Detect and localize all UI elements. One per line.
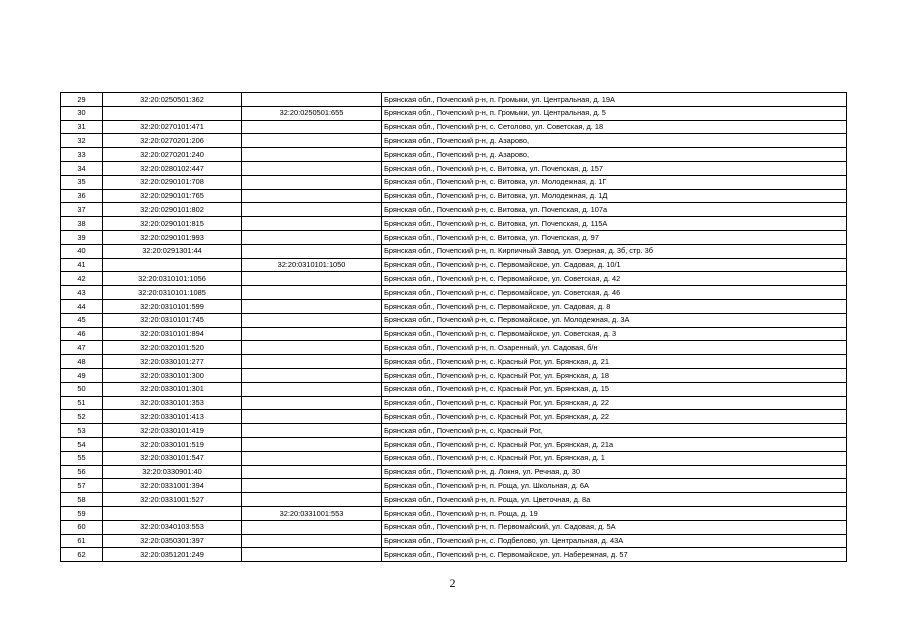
table-row [61, 479, 847, 493]
cadastral-number-cell: 32:20:0310101:1085 [103, 286, 242, 300]
row-number-cell: 46 [61, 327, 103, 341]
address-cell: Брянская обл., Почепский р-н, д. Азарово, [382, 134, 847, 148]
table-row [61, 258, 847, 272]
address-cell: Брянская обл., Почепский р-н, п. Роща, д. 19 [382, 506, 847, 520]
cadastral-number-cell: 32:20:0280102:447 [103, 161, 242, 175]
cadastral-number-cell: 32:20:0291301:44 [103, 244, 242, 258]
cadastral-number-alt-cell [242, 368, 382, 382]
cadastral-number-alt-cell [242, 534, 382, 548]
address-cell: Брянская обл., Почепский р-н, п. Первомайский, ул. Садовая, д. 5А [382, 520, 847, 534]
cadastral-number-alt-cell: 32:20:0331001:553 [242, 506, 382, 520]
cadastral-number-alt-cell [242, 382, 382, 396]
cadastral-number-cell: 32:20:0330101:413 [103, 410, 242, 424]
address-cell: Брянская обл., Почепский р-н, с. Красный Рог, ул. Брянская, д. 21 [382, 355, 847, 369]
row-number-cell: 42 [61, 272, 103, 286]
address-cell: Брянская обл., Почепский р-н, с. Витовка, ул. Почепская, д. 97 [382, 230, 847, 244]
address-cell: Брянская обл., Почепский р-н, с. Первомайское, ул. Советская, д. 42 [382, 272, 847, 286]
row-number-cell: 61 [61, 534, 103, 548]
cadastral-number-cell: 32:20:0270201:206 [103, 134, 242, 148]
row-number-cell: 47 [61, 341, 103, 355]
table-body [61, 93, 847, 562]
cadastral-number-cell: 32:20:0330901:40 [103, 465, 242, 479]
table-row [61, 134, 847, 148]
table-row [61, 203, 847, 217]
row-number-cell: 62 [61, 548, 103, 562]
row-number-cell: 35 [61, 175, 103, 189]
table-row [61, 299, 847, 313]
cadastral-number-alt-cell [242, 244, 382, 258]
row-number-cell: 50 [61, 382, 103, 396]
table-row [61, 286, 847, 300]
address-cell: Брянская обл., Почепский р-н, п. Громыки, ул. Центральная, д. 5 [382, 106, 847, 120]
row-number-cell: 44 [61, 299, 103, 313]
cadastral-number-cell: 32:20:0270101:471 [103, 120, 242, 134]
row-number-cell: 57 [61, 479, 103, 493]
row-number-cell: 41 [61, 258, 103, 272]
address-cell: Брянская обл., Почепский р-н, с. Первомайское, ул. Набережная, д. 57 [382, 548, 847, 562]
cadastral-number-alt-cell [242, 175, 382, 189]
cadastral-number-alt-cell [242, 134, 382, 148]
row-number-cell: 56 [61, 465, 103, 479]
cadastral-number-alt-cell [242, 493, 382, 507]
address-cell: Брянская обл., Почепский р-н, с. Первомайское, ул. Советская, д. 3 [382, 327, 847, 341]
table-row [61, 230, 847, 244]
row-number-cell: 48 [61, 355, 103, 369]
table-row [61, 520, 847, 534]
row-number-cell: 45 [61, 313, 103, 327]
address-cell: Брянская обл., Почепский р-н, с. Витовка, ул. Молодежная, д. 1Г [382, 175, 847, 189]
address-cell: Брянская обл., Почепский р-н, с. Витовка, ул. Почепская, д. 115А [382, 217, 847, 231]
cadastral-number-cell: 32:20:0250501:362 [103, 93, 242, 107]
cadastral-number-alt-cell [242, 272, 382, 286]
cadastral-number-cell: 32:20:0330101:301 [103, 382, 242, 396]
address-cell: Брянская обл., Почепский р-н, с. Сетолово, ул. Советская, д. 18 [382, 120, 847, 134]
cadastral-number-alt-cell [242, 203, 382, 217]
cadastral-number-cell [103, 258, 242, 272]
address-cell: Брянская обл., Почепский р-н, п. Громыки, ул. Центральная, д. 19А [382, 93, 847, 107]
address-cell: Брянская обл., Почепский р-н, с. Красный Рог, ул. Брянская, д. 22 [382, 410, 847, 424]
cadastral-number-cell: 32:20:0270201:240 [103, 148, 242, 162]
row-number-cell: 52 [61, 410, 103, 424]
cadastral-number-cell: 32:20:0340103:553 [103, 520, 242, 534]
cadastral-number-cell: 32:20:0320101:520 [103, 341, 242, 355]
cadastral-number-alt-cell [242, 189, 382, 203]
cadastral-number-cell: 32:20:0331001:394 [103, 479, 242, 493]
row-number-cell: 37 [61, 203, 103, 217]
row-number-cell: 33 [61, 148, 103, 162]
address-cell: Брянская обл., Почепский р-н, с. Первомайское, ул. Садовая, д. 10/1 [382, 258, 847, 272]
table-row [61, 341, 847, 355]
table-row [61, 161, 847, 175]
row-number-cell: 34 [61, 161, 103, 175]
cadastral-number-cell: 32:20:0350301:397 [103, 534, 242, 548]
address-cell: Брянская обл., Почепский р-н, с. Красный Рог, ул. Брянская, д. 21а [382, 437, 847, 451]
cadastral-number-alt-cell [242, 520, 382, 534]
address-cell: Брянская обл., Почепский р-н, с. Красный Рог, [382, 424, 847, 438]
table-row [61, 93, 847, 107]
address-cell: Брянская обл., Почепский р-н, с. Красный Рог, ул. Брянская, д. 1 [382, 451, 847, 465]
cadastral-number-alt-cell: 32:20:0310101:1050 [242, 258, 382, 272]
address-cell: Брянская обл., Почепский р-н, с. Витовка, ул. Молодежная, д. 1Д [382, 189, 847, 203]
address-cell: Брянская обл., Почепский р-н, с. Красный Рог, ул. Брянская, д. 22 [382, 396, 847, 410]
address-cell: Брянская обл., Почепский р-н, п. Роща, ул. Цветочная, д. 8а [382, 493, 847, 507]
cadastral-number-cell: 32:20:0330101:277 [103, 355, 242, 369]
address-cell: Брянская обл., Почепский р-н, с. Витовка, ул. Почепская, д. 107а [382, 203, 847, 217]
cadastral-number-alt-cell [242, 479, 382, 493]
row-number-cell: 40 [61, 244, 103, 258]
address-cell: Брянская обл., Почепский р-н, п. Кирпичный Завод, ул. Озерная, д. 3б, стр. 3б [382, 244, 847, 258]
table-row [61, 106, 847, 120]
address-cell: Брянская обл., Почепский р-н, с. Красный Рог, ул. Брянская, д. 18 [382, 368, 847, 382]
table-row [61, 506, 847, 520]
row-number-cell: 51 [61, 396, 103, 410]
table-row [61, 368, 847, 382]
row-number-cell: 58 [61, 493, 103, 507]
cadastral-number-cell: 32:20:0310101:745 [103, 313, 242, 327]
table-row [61, 244, 847, 258]
row-number-cell: 53 [61, 424, 103, 438]
cadastral-number-alt-cell [242, 313, 382, 327]
property-table [60, 92, 847, 562]
cadastral-number-alt-cell [242, 217, 382, 231]
table-row [61, 189, 847, 203]
table-row [61, 120, 847, 134]
table-row [61, 272, 847, 286]
cadastral-number-alt-cell [242, 299, 382, 313]
row-number-cell: 39 [61, 230, 103, 244]
address-cell: Брянская обл., Почепский р-н, п. Роща, ул. Школьная, д. 6А [382, 479, 847, 493]
cadastral-number-alt-cell [242, 396, 382, 410]
address-cell: Брянская обл., Почепский р-н, с. Первомайское, ул. Советская, д. 46 [382, 286, 847, 300]
cadastral-number-alt-cell [242, 327, 382, 341]
cadastral-number-cell: 32:20:0290101:802 [103, 203, 242, 217]
table-row [61, 548, 847, 562]
cadastral-number-alt-cell [242, 148, 382, 162]
cadastral-number-cell: 32:20:0290101:815 [103, 217, 242, 231]
cadastral-number-cell: 32:20:0310101:1056 [103, 272, 242, 286]
cadastral-number-alt-cell: 32:20:0250501:655 [242, 106, 382, 120]
cadastral-number-alt-cell [242, 230, 382, 244]
cadastral-number-cell [103, 106, 242, 120]
table-row [61, 424, 847, 438]
address-cell: Брянская обл., Почепский р-н, с. Подбелово, ул. Центральная, д. 43А [382, 534, 847, 548]
cadastral-number-cell: 32:20:0330101:419 [103, 424, 242, 438]
row-number-cell: 60 [61, 520, 103, 534]
cadastral-number-alt-cell [242, 437, 382, 451]
table-row [61, 493, 847, 507]
cadastral-number-cell: 32:20:0330101:300 [103, 368, 242, 382]
cadastral-number-cell: 32:20:0290101:765 [103, 189, 242, 203]
table-row [61, 327, 847, 341]
address-cell: Брянская обл., Почепский р-н, п. Озаренный, ул. Садовая, б/н [382, 341, 847, 355]
row-number-cell: 31 [61, 120, 103, 134]
table-row [61, 313, 847, 327]
cadastral-number-alt-cell [242, 120, 382, 134]
cadastral-number-alt-cell [242, 548, 382, 562]
cadastral-number-alt-cell [242, 424, 382, 438]
table-row [61, 355, 847, 369]
cadastral-number-cell: 32:20:0330101:547 [103, 451, 242, 465]
cadastral-number-cell: 32:20:0351201:249 [103, 548, 242, 562]
table-row [61, 410, 847, 424]
row-number-cell: 43 [61, 286, 103, 300]
table-row [61, 437, 847, 451]
cadastral-number-alt-cell [242, 341, 382, 355]
table-row [61, 451, 847, 465]
address-cell: Брянская обл., Почепский р-н, с. Первомайское, ул. Садовая, д. 8 [382, 299, 847, 313]
row-number-cell: 29 [61, 93, 103, 107]
row-number-cell: 38 [61, 217, 103, 231]
address-cell: Брянская обл., Почепский р-н, с. Витовка, ул. Почепская, д. 157 [382, 161, 847, 175]
cadastral-number-alt-cell [242, 161, 382, 175]
row-number-cell: 49 [61, 368, 103, 382]
row-number-cell: 30 [61, 106, 103, 120]
cadastral-number-alt-cell [242, 286, 382, 300]
cadastral-number-cell: 32:20:0310101:894 [103, 327, 242, 341]
row-number-cell: 32 [61, 134, 103, 148]
row-number-cell: 59 [61, 506, 103, 520]
cadastral-number-cell: 32:20:0330101:519 [103, 437, 242, 451]
row-number-cell: 36 [61, 189, 103, 203]
table-row [61, 465, 847, 479]
table-row [61, 175, 847, 189]
address-cell: Брянская обл., Почепский р-н, д. Азарово, [382, 148, 847, 162]
address-cell: Брянская обл., Почепский р-н, с. Первомайское, ул. Молодежная, д. 3А [382, 313, 847, 327]
row-number-cell: 55 [61, 451, 103, 465]
page-number: 2 [449, 576, 456, 590]
table-row [61, 534, 847, 548]
cadastral-number-alt-cell [242, 93, 382, 107]
cadastral-number-cell: 32:20:0331001:527 [103, 493, 242, 507]
table-row [61, 382, 847, 396]
cadastral-number-cell: 32:20:0310101:599 [103, 299, 242, 313]
cadastral-number-cell: 32:20:0330101:353 [103, 396, 242, 410]
table-row [61, 148, 847, 162]
row-number-cell: 54 [61, 437, 103, 451]
address-cell: Брянская обл., Почепский р-н, д. Локня, ул. Речная, д. 30 [382, 465, 847, 479]
cadastral-number-alt-cell [242, 355, 382, 369]
cadastral-number-alt-cell [242, 410, 382, 424]
cadastral-number-cell [103, 506, 242, 520]
table-row [61, 217, 847, 231]
cadastral-number-cell: 32:20:0290101:708 [103, 175, 242, 189]
table-row [61, 396, 847, 410]
cadastral-number-cell: 32:20:0290101:993 [103, 230, 242, 244]
cadastral-number-alt-cell [242, 465, 382, 479]
address-cell: Брянская обл., Почепский р-н, с. Красный Рог, ул. Брянская, д. 15 [382, 382, 847, 396]
cadastral-number-alt-cell [242, 451, 382, 465]
